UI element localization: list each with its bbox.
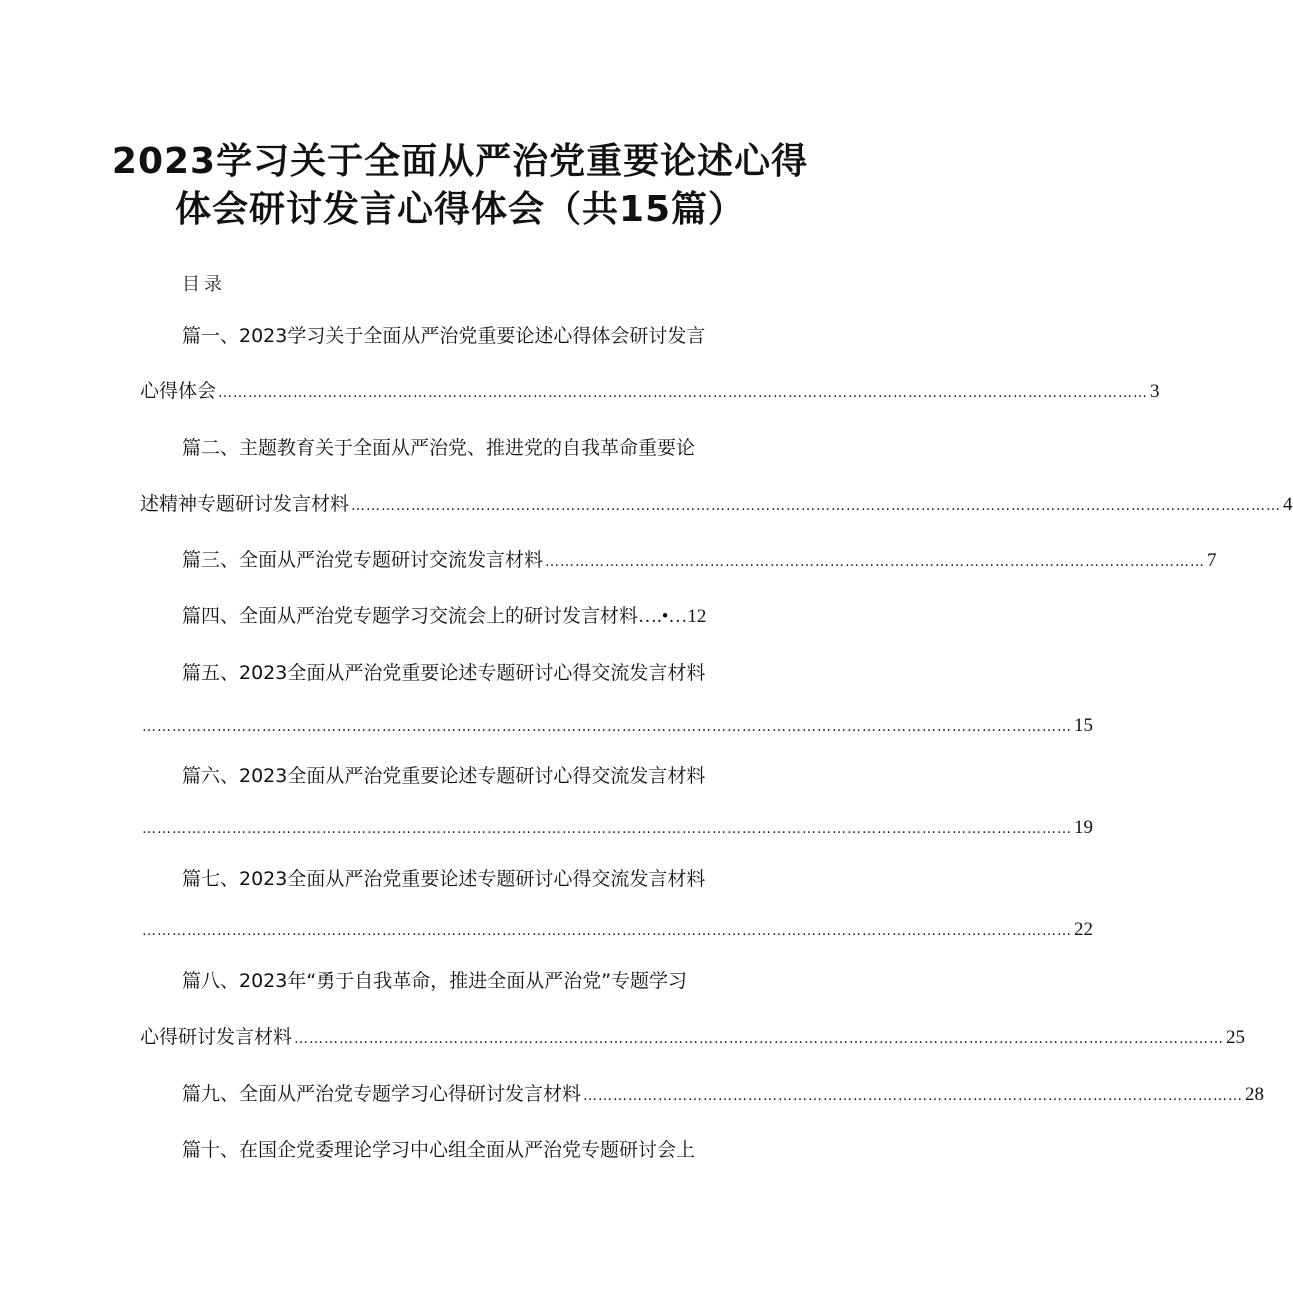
toc-entry-text: 篇三、全面从严治党专题研讨交流发言材料 <box>182 549 544 571</box>
toc-page-number: 28 <box>1245 1084 1265 1105</box>
toc-entry-2-line-1[interactable]: 篇二、主题教育关于全面从严治党、推进党的自我革命重要论 <box>182 437 696 459</box>
toc-entry-8-line-2[interactable] <box>140 1022 1246 1052</box>
toc-entry-5-line-2[interactable] <box>140 711 1093 741</box>
toc-page-number: 22 <box>1074 919 1093 940</box>
toc-label: 目录 <box>182 274 226 295</box>
toc-entry-3[interactable] <box>182 545 1217 575</box>
toc-entry-text: 篇四、全面从严治党专题学习交流会上的研讨发言材料 <box>182 605 639 627</box>
toc-page-number: 3 <box>1150 381 1160 402</box>
toc-leader-dots: …………………………………………………………………………………………………………………………………………………………………… <box>294 1031 1225 1047</box>
toc-entry-1-line-1[interactable]: 篇一、2023学习关于全面从严治党重要论述心得体会研讨发言 <box>182 325 706 347</box>
toc-entry-4[interactable] <box>182 601 706 631</box>
toc-leader-dots: …………………………………………………………………………………………………………………………………………………………………… <box>351 498 1282 514</box>
toc-leader-dots: …………………………………………………………………………………………………………………… <box>583 1088 1244 1104</box>
toc-leader-dots: …………………………………………………………………………………………………………………… <box>545 554 1206 570</box>
toc-entry-6-line-1[interactable]: 篇六、2023全面从严治党重要论述专题研讨心得交流发言材料 <box>182 765 706 787</box>
toc-entry-9[interactable] <box>182 1079 1265 1109</box>
toc-entry-10-line-1[interactable]: 篇十、在国企党委理论学习中心组全面从严治党专题研讨会上 <box>182 1139 696 1161</box>
toc-leader-dots: …………………………………………………………………………………………………………………………………………………………………… <box>142 923 1072 939</box>
toc-entry-text: 述精神专题研讨发言材料 <box>140 493 350 515</box>
toc-leader-dots: …………………………………………………………………………………………………………………………………………………………………… <box>142 719 1072 735</box>
toc-page-number: 7 <box>1207 550 1217 571</box>
toc-entry-7-line-1[interactable]: 篇七、2023全面从严治党重要论述专题研讨心得交流发言材料 <box>182 868 706 890</box>
toc-page-number: 15 <box>1074 715 1093 736</box>
toc-leader-dots: …………………………………………………………………………………………………………………………………………………………………… <box>218 385 1149 401</box>
toc-page-number: 4 <box>1283 494 1293 515</box>
toc-entry-suffix: ….•…12 <box>638 606 707 627</box>
document-title-line-2: 体会研讨发言心得体会（共15篇） <box>174 189 746 230</box>
toc-leader-dots: …………………………………………………………………………………………………………………………………………………………………… <box>142 821 1072 837</box>
toc-entry-text: 心得体会 <box>140 380 217 402</box>
toc-entry-2-line-2[interactable] <box>140 489 1293 519</box>
toc-page-number: 19 <box>1074 817 1093 838</box>
toc-page-number: 25 <box>1226 1027 1246 1048</box>
toc-entry-6-line-2[interactable] <box>140 813 1093 843</box>
toc-entry-text: 篇九、全面从严治党专题学习心得研讨发言材料 <box>182 1083 582 1105</box>
document-title-line-1: 2023学习关于全面从严治党重要论述心得 <box>111 141 809 182</box>
toc-entry-8-line-1[interactable]: 篇八、2023年“勇于自我革命，推进全面从严治党”专题学习 <box>182 970 688 992</box>
toc-entry-text: 心得研讨发言材料 <box>140 1026 293 1048</box>
toc-entry-5-line-1[interactable]: 篇五、2023全面从严治党重要论述专题研讨心得交流发言材料 <box>182 662 706 684</box>
toc-entry-7-line-2[interactable] <box>140 915 1093 945</box>
toc-entry-1-line-2[interactable] <box>140 376 1160 406</box>
